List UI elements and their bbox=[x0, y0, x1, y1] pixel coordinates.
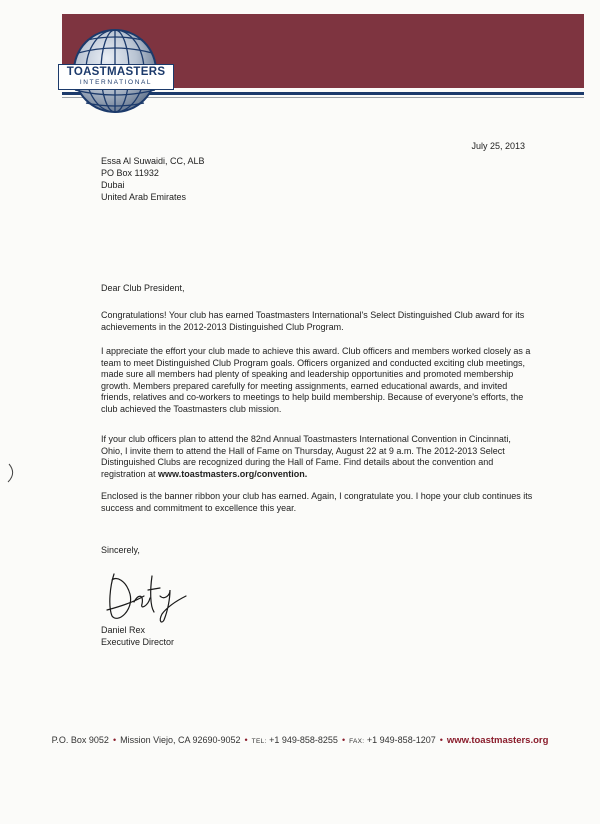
handwritten-signature bbox=[104, 566, 194, 631]
body-paragraph-4: Enclosed is the banner ribbon your club has earned. Again, I congratulate you. I hope your club continues its success and commitment to excellence this year. bbox=[101, 491, 533, 513]
signer-name: Daniel Rex bbox=[101, 625, 146, 635]
body-paragraph-3 bbox=[101, 434, 533, 480]
letterhead-footer bbox=[0, 735, 600, 746]
recipient-address bbox=[101, 155, 205, 203]
footer-separator: • bbox=[439, 735, 443, 745]
convention-link[interactable]: www.toastmasters.org/convention. bbox=[158, 468, 308, 479]
footer-tel-label: TEL: bbox=[251, 738, 267, 745]
footer-website-link[interactable]: www.toastmasters.org bbox=[446, 735, 549, 746]
body-paragraph-1: Congratulations! Your club has earned Toastmasters International's Select Distinguished Club award for its achievements in the 2012-2013 Distinguished Club Program. bbox=[101, 310, 525, 332]
address-line: Essa Al Suwaidi, CC, ALB bbox=[101, 156, 205, 166]
body-paragraph-2: I appreciate the effort your club made to achieve this award. Club officers and members worked closely as a team to meet Distinguished Club Program goals. Officers organized and conducted exciting club meetings, made sure all members had plenty of speaking and leadership opportunities and promoted membership growth. Members prepared carefully for meeting assignments, earned educational awards, and invited friends, relatives and co-workers to meetings to help build membership. Because of everyone's efforts, the club achieved the Toastmasters club mission. bbox=[101, 346, 531, 414]
footer-tel: +1 949-858-8255 bbox=[269, 735, 338, 745]
footer-fax: +1 949-858-1207 bbox=[366, 735, 436, 745]
signer-title: Executive Director bbox=[101, 637, 175, 647]
address-line: United Arab Emirates bbox=[101, 192, 187, 202]
logo-subtitle: INTERNATIONAL bbox=[79, 79, 153, 86]
address-line: Dubai bbox=[101, 180, 125, 190]
salutation: Dear Club President, bbox=[101, 283, 185, 293]
footer-separator: • bbox=[341, 735, 346, 745]
logo-name: TOASTMASTERS bbox=[66, 66, 166, 78]
signer-block bbox=[101, 624, 174, 648]
logo-wordmark bbox=[58, 64, 174, 90]
margin-mark bbox=[6, 462, 16, 484]
footer-address: P.O. Box 9052 bbox=[51, 735, 109, 745]
footer-fax-label: FAX: bbox=[349, 738, 365, 745]
footer-separator: • bbox=[112, 735, 117, 745]
toastmasters-logo bbox=[52, 28, 178, 114]
paragraph-text: If your club officers plan to attend the 82nd Annual Toastmasters International Convention in Cincinnati, Ohio, I invite them to attend the Hall of Fame on Thursday, August 22 at 9 a.m. The 2012-2013 Select Distinguished Clubs are recognized during the Hall of Fame. Find details about the convention and registration at bbox=[101, 434, 511, 479]
closing: Sincerely, bbox=[101, 545, 140, 555]
address-line: PO Box 11932 bbox=[101, 168, 159, 178]
letter-date: July 25, 2013 bbox=[471, 141, 525, 151]
footer-city: Mission Viejo, CA 92690-9052 bbox=[120, 735, 241, 745]
footer-separator: • bbox=[244, 735, 248, 745]
